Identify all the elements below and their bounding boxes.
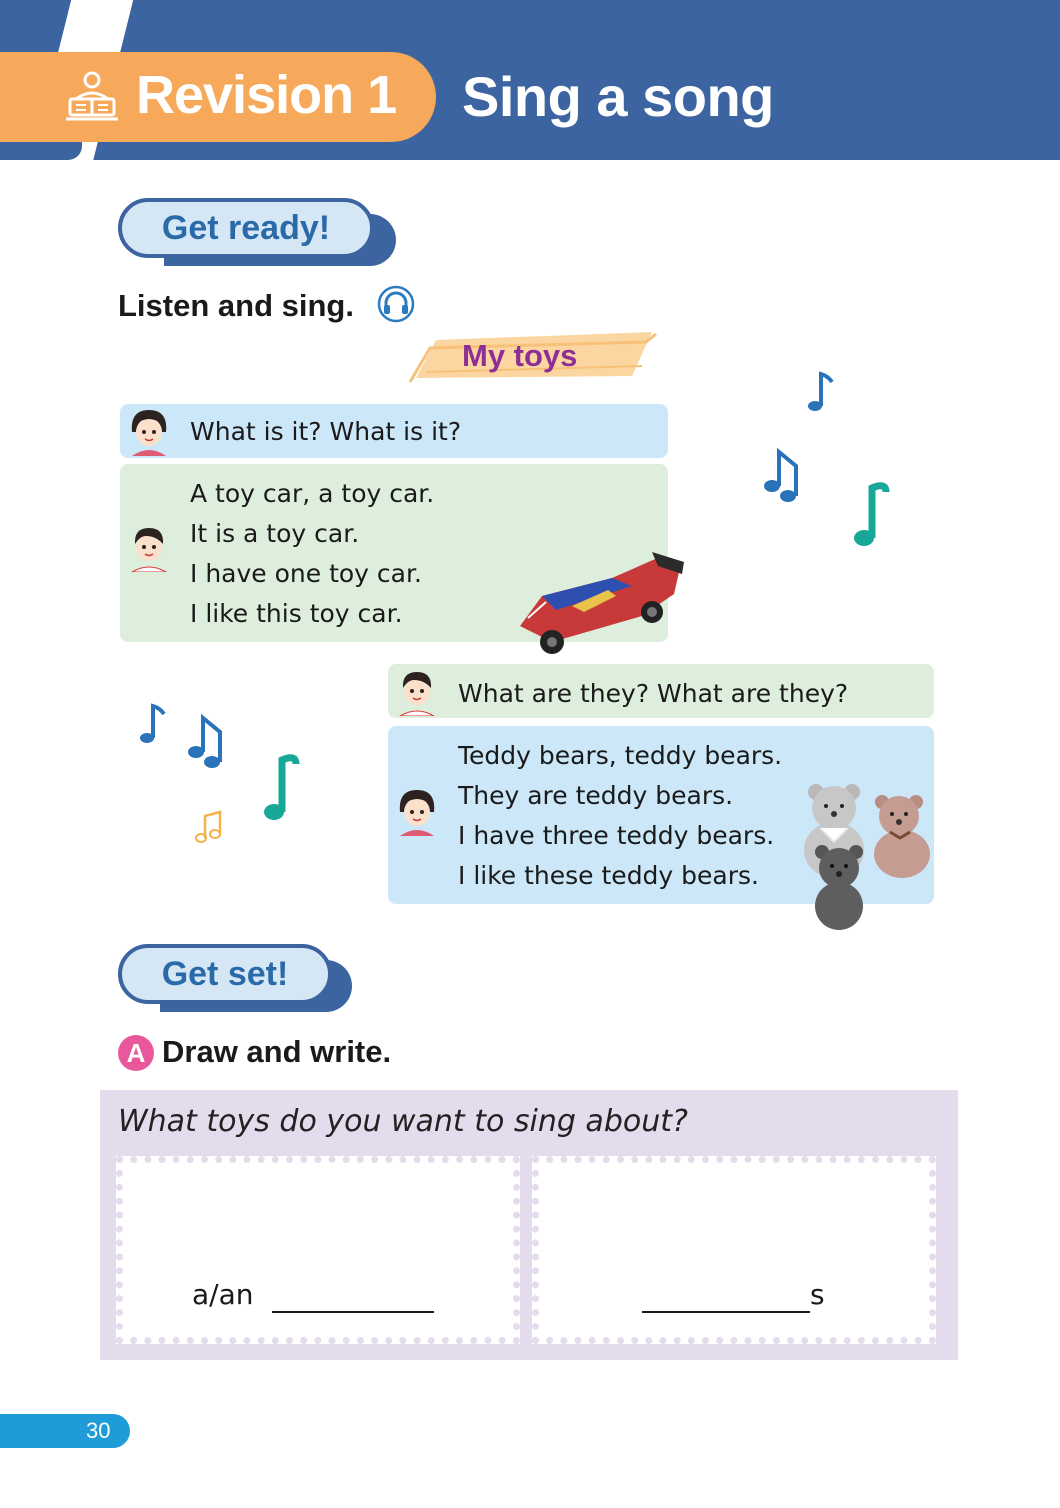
verse2-line-4: I like these teddy bears. <box>458 861 759 890</box>
page-title: Sing a song <box>462 65 774 128</box>
toy-car-picture <box>512 546 688 658</box>
left-article-label: a/an <box>192 1278 254 1311</box>
header-tab-right <box>104 140 1060 160</box>
music-note-icon <box>260 752 300 824</box>
girl-avatar-icon <box>394 786 440 836</box>
verse2-line-3: I have three teddy bears. <box>458 821 775 850</box>
girl-avatar-icon <box>126 406 172 456</box>
exercise-badge-a: A <box>118 1035 154 1071</box>
drawing-frame-right[interactable] <box>532 1156 936 1344</box>
reading-person-icon <box>64 69 120 125</box>
boy-avatar-icon <box>394 666 440 716</box>
verse1-line-1: A toy car, a toy car. <box>190 479 435 508</box>
music-note-icon <box>194 810 226 846</box>
revision-label: Revision 1 <box>136 65 397 125</box>
page-number-bar <box>0 1414 130 1448</box>
page-number: 30 <box>86 1418 111 1443</box>
get-ready-label: Get ready! <box>118 198 374 258</box>
listen-instruction: Listen and sing. <box>118 288 354 323</box>
verse2-question: What are they? What are they? <box>458 679 849 708</box>
right-plural-suffix: s <box>810 1278 825 1311</box>
music-note-icon <box>762 446 812 506</box>
verse2-line-1: Teddy bears, teddy bears. <box>458 741 783 770</box>
headphones-icon[interactable] <box>377 285 415 323</box>
teddy-bears-picture <box>786 780 942 932</box>
draw-prompt: What toys do you want to sing about? <box>118 1104 688 1139</box>
verse1-question: What is it? What is it? <box>190 417 462 446</box>
draw-instruction: Draw and write. <box>162 1034 392 1069</box>
verse2-line-2: They are teddy bears. <box>458 781 734 810</box>
get-set-label: Get set! <box>118 944 332 1004</box>
right-write-line[interactable] <box>642 1311 810 1313</box>
music-note-icon <box>186 712 236 772</box>
drawing-frame-left[interactable] <box>116 1156 520 1344</box>
left-write-line[interactable] <box>272 1311 434 1313</box>
verse1-line-2: It is a toy car. <box>190 519 360 548</box>
song-title: My toys <box>462 338 578 373</box>
boy-avatar-icon <box>126 522 172 572</box>
header-tab-left <box>0 140 82 160</box>
revision-badge <box>0 52 436 142</box>
music-note-icon <box>850 480 890 550</box>
music-note-icon <box>806 370 836 414</box>
verse1-line-3: I have one toy car. <box>190 559 422 588</box>
music-note-icon <box>138 702 168 746</box>
verse1-line-4: I like this toy car. <box>190 599 403 628</box>
